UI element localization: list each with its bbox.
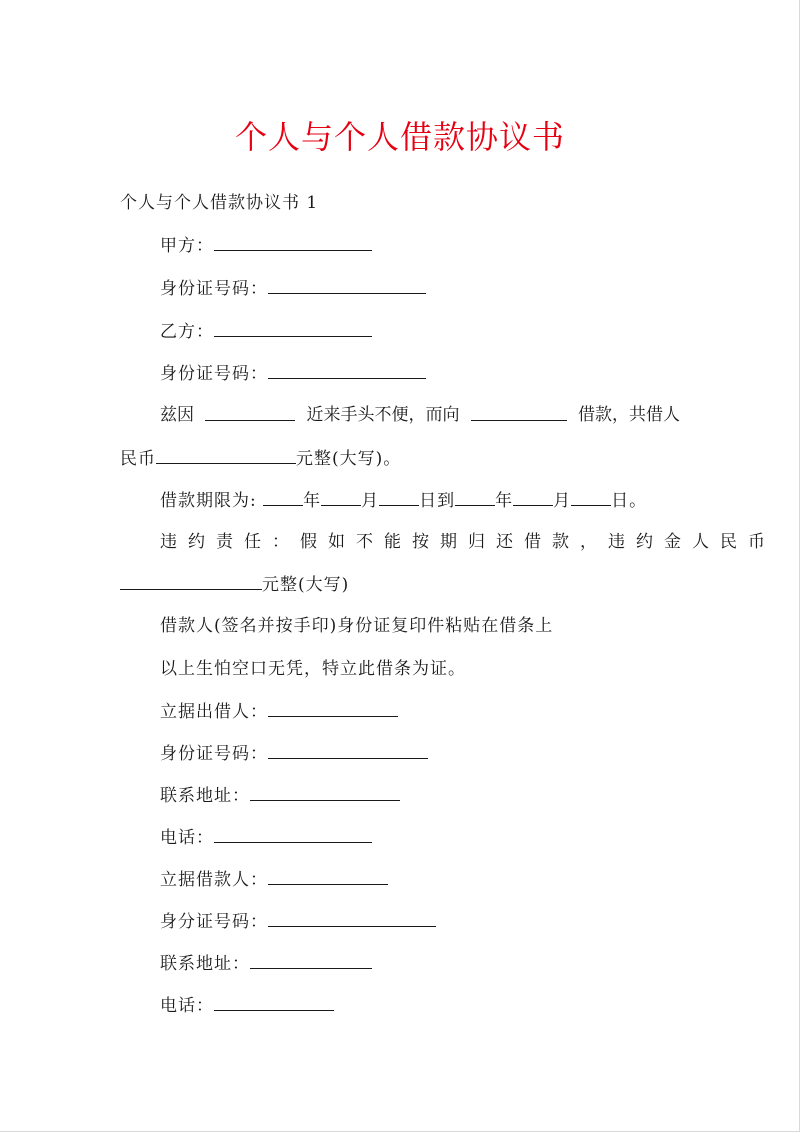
end-month-label: 月	[553, 491, 572, 511]
start-year-label: 年	[303, 491, 322, 511]
amount-line	[120, 447, 401, 470]
lender-id-blank[interactable]	[268, 742, 428, 759]
lender-line	[160, 700, 398, 723]
document-title: 个人与个人借款协议书	[234, 118, 565, 156]
amount-part-1: 民币	[120, 449, 156, 469]
lender-name-blank[interactable]	[471, 404, 567, 421]
borrower-phone-line	[160, 994, 334, 1017]
borrower-address-blank[interactable]	[250, 952, 372, 969]
term-label: 借款期限为:	[160, 491, 257, 511]
lender-id-line	[160, 742, 428, 765]
signature-note: 借款人(签名并按手印)身份证复印件粘贴在借条上	[160, 616, 554, 636]
lender-phone-line	[160, 826, 372, 849]
penalty-amount-line	[120, 573, 349, 596]
end-day-label: 日。	[611, 491, 648, 511]
party-a-blank[interactable]	[214, 234, 372, 251]
reason-part-2: 近来手头不便，而向	[306, 405, 460, 425]
borrower-phone-label: 电话：	[160, 996, 214, 1016]
borrower-label: 立据借款人：	[160, 870, 268, 890]
lender-phone-label: 电话：	[160, 828, 214, 848]
end-year-label: 年	[495, 491, 514, 511]
borrower-address-label: 联系地址：	[160, 954, 250, 974]
start-month-label: 月	[361, 491, 380, 511]
id-a-blank[interactable]	[268, 277, 426, 294]
reason-line	[160, 404, 680, 426]
id-a-label: 身份证号码：	[160, 279, 268, 299]
party-a-line	[160, 234, 372, 257]
id-b-blank[interactable]	[268, 362, 426, 379]
party-a-label: 甲方：	[160, 236, 214, 256]
reason-part-3: 借款，共借人	[578, 405, 680, 425]
start-year-blank[interactable]	[263, 489, 303, 506]
lender-label: 立据出借人：	[160, 702, 268, 722]
end-year-blank[interactable]	[455, 489, 495, 506]
reason-blank[interactable]	[205, 404, 295, 421]
proof-note: 以上生怕空口无凭，特立此借条为证。	[160, 659, 466, 679]
lender-phone-blank[interactable]	[214, 826, 372, 843]
party-b-blank[interactable]	[214, 320, 372, 337]
id-b-line	[160, 362, 426, 385]
start-day-label: 日到	[419, 491, 456, 511]
borrower-blank[interactable]	[268, 868, 388, 885]
id-a-line	[160, 277, 426, 300]
borrower-line	[160, 868, 388, 891]
borrower-id-label: 身分证号码：	[160, 912, 268, 932]
borrower-id-line	[160, 910, 436, 933]
lender-blank[interactable]	[268, 700, 398, 717]
lender-address-label: 联系地址：	[160, 786, 250, 806]
end-month-blank[interactable]	[513, 489, 553, 506]
reason-part-1: 兹因	[160, 405, 194, 425]
party-b-label: 乙方：	[160, 322, 214, 342]
penalty-line: 违约责任：假如不能按期归还借款，违约金人民币	[160, 532, 776, 552]
id-b-label: 身份证号码：	[160, 364, 268, 384]
start-day-blank[interactable]	[379, 489, 419, 506]
term-line	[160, 489, 647, 512]
party-b-line	[160, 320, 372, 343]
borrower-address-line	[160, 952, 372, 975]
lender-id-label: 身份证号码：	[160, 744, 268, 764]
borrower-id-blank[interactable]	[268, 910, 436, 927]
penalty-amount-blank[interactable]	[120, 573, 262, 590]
end-day-blank[interactable]	[571, 489, 611, 506]
amount-part-2: 元整(大写)。	[296, 449, 402, 469]
amount-blank[interactable]	[156, 447, 296, 464]
borrower-phone-blank[interactable]	[214, 994, 334, 1011]
start-month-blank[interactable]	[321, 489, 361, 506]
lender-address-line	[160, 784, 400, 807]
penalty-amount-label: 元整(大写)	[262, 575, 350, 595]
section-heading: 个人与个人借款协议书 1	[120, 193, 319, 213]
lender-address-blank[interactable]	[250, 784, 400, 801]
